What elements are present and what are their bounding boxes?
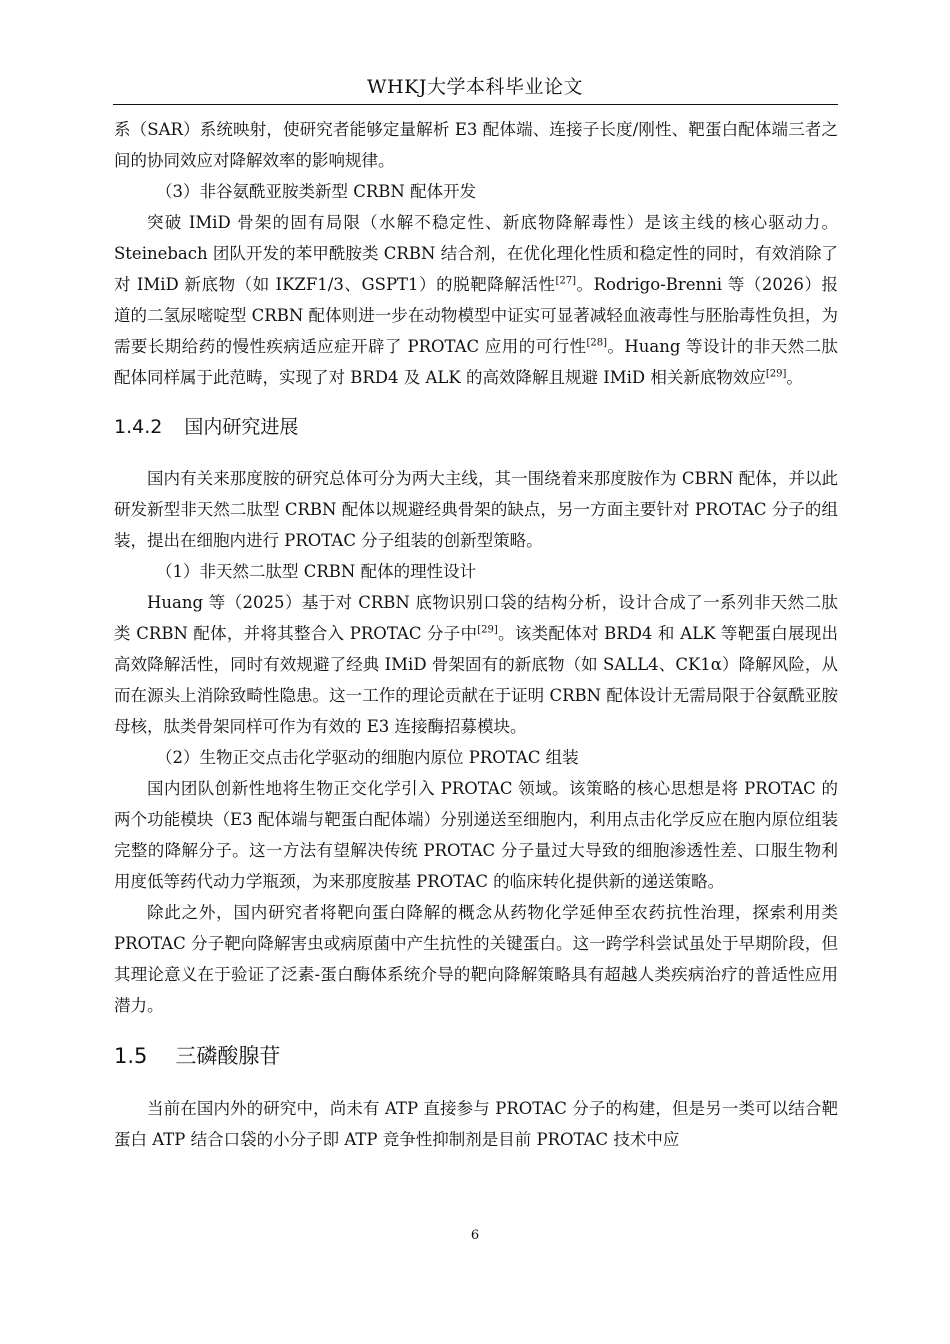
citation: [27] [555,275,576,287]
paragraph-non-glutarimide [114,207,838,393]
text-span: 。 [786,368,803,387]
page-number: 6 [470,1228,480,1243]
subheading-2: （2）生物正交点击化学驱动的细胞内原位 PROTAC 组装 [156,748,579,767]
page-body [114,114,838,1155]
section-title: 三磷酸腺苷 [175,1044,281,1068]
text-span: 。Rodrigo-Brenni 等（2026）报道的二氢尿嘧啶型 CRBN 配体则进一步在动物模型中证实可显著减轻血液毒性与胚胎毒性负担，为需要长期给药的慢性疾病适应症开辟了 PROTAC 应用的可行性 [114,275,838,356]
paragraph-pesticide: 除此之外，国内研究者将靶向蛋白降解的概念从药物化学延伸至农药抗性治理，探索利用类 PROTAC 分子靶向降解害虫或病原菌中产生抗性的关键蛋白。这一跨学科尝试虽处于早期阶段，但其理论意义在于验证了泛素-蛋白酶体系统介导的靶向降解策略具有超越人类疾病治疗的普适性应用潜力。 [114,903,838,1015]
text-span: 突破 IMiD 骨架的固有局限（水解不稳定性、新底物降解毒性）是该主线的核心驱动力。Steinebach 团队开发的苯甲酰胺类 CRBN 结合剂，在优化理化性质和稳定性的同时，有效消除了对 IMiD 新底物（如 IKZF1/3、GSPT1）的脱靶降解活性 [114,213,838,294]
section-heading-1-4-2 [114,413,838,441]
text-span: Huang 等（2025）基于对 CRBN 底物识别口袋的结构分析，设计合成了一系列非天然二肽类 CRBN 配体，并将其整合入 PROTAC 分子中 [114,593,838,643]
section-number: 1.5 [114,1044,148,1068]
text-span: 。Huang 等设计的非天然二肽配体同样属于此范畴，实现了对 BRD4 及 ALK 的高效降解且规避 IMiD 相关新底物效应 [114,337,839,387]
citation: [29] [765,368,787,380]
section-heading-1-5 [114,1041,838,1071]
header-rule [113,104,838,105]
paragraph-click-chemistry: 国内团队创新性地将生物正交化学引入 PROTAC 领域。该策略的核心思想是将 PROTAC 的两个功能模块（E3 配体端与靶蛋白配体端）分别递送至细胞内，利用点击化学反应在胞内原位组装完整的降解分子。这一方法有望解决传统 PROTAC 分子量过大导致的细胞渗透性差、口服生物利用度低等药代动力学瓶颈，为来那度胺基 PROTAC 的临床转化提供新的递送策略。 [114,779,838,891]
section-title: 国内研究进展 [184,416,299,438]
paragraph-domestic: 国内有关来那度胺的研究总体可分为两大主线，其一围绕着来那度胺作为 CBRN 配体，并以此研发新型非天然二肽型 CRBN 配体以规避经典骨架的缺点，另一方面主要针对 PROTAC 分子的组装，提出在细胞内进行 PROTAC 分子组装的创新型策略。 [114,469,838,550]
section-number: 1.4.2 [114,416,163,438]
paragraph-sar: 系（SAR）系统映射，使研究者能够定量解析 E3 配体端、连接子长度/刚性、靶蛋白配体端三者之间的协同效应对降解效率的影响规律。 [114,120,838,170]
citation: [28] [586,337,607,349]
subheading-3: （3）非谷氨酰亚胺类新型 CRBN 配体开发 [156,182,477,201]
paragraph-atp: 当前在国内外的研究中，尚未有 ATP 直接参与 PROTAC 分子的构建，但是另一类可以结合靶蛋白 ATP 结合口袋的小分子即 ATP 竞争性抑制剂是目前 PROTAC 技术中应 [114,1099,838,1149]
paragraph-dipeptide [114,587,838,742]
citation: [29] [477,624,498,636]
subheading-1: （1）非天然二肽型 CRBN 配体的理性设计 [156,562,477,581]
text-span: 。该类配体对 BRD4 和 ALK 等靶蛋白展现出高效降解活性，同时有效规避了经典 IMiD 骨架固有的新底物（如 SALL4、CK1α）降解风险，从而在源头上消除致畸性隐患。这一工作的理论贡献在于证明 CRBN 配体设计无需局限于谷氨酰亚胺母核，肽类骨架同样可作为有效的 E3 连接酶招募模块。 [114,624,838,736]
page-header: WHKJ大学本科毕业论文 [367,76,583,98]
